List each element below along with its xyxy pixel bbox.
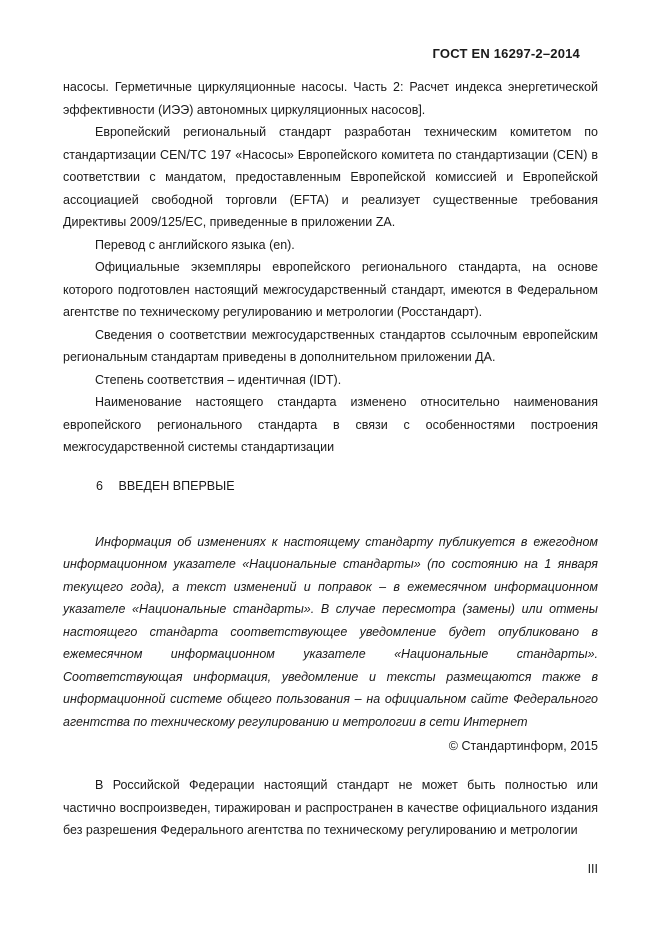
- paragraph-name-change: Наименование настоящего стандарта изменено относительно наименования европейского регионального стандарта в связи с особенностями построения межгосударственной системы стандартизации: [63, 395, 598, 454]
- document-body: [63, 76, 598, 842]
- standard-designation: ГОСТ EN 16297-2–2014: [432, 46, 580, 61]
- changes-info-notice: Информация об изменениях к настоящему стандарту публикуется в ежегодном информационном указателе «Национальные стандарты» (по состоянию на 1 января текущего года), а текст изменений и поправок – в ежемесячном информационном указателе «Национальные стандарты». В случае пересмотра (замены) или отмены настоящего стандарта соответствующее уведомление будет опубликовано в ежемесячном информационном указателе «Национальные стандарты». Соответствующая информация, уведомление и тексты размещаются также в информационной системе общего пользования – на официальном сайте Федерального агентства по техническому регулированию и метрологии в сети Интернет: [63, 534, 598, 729]
- paragraph-official-copies: Официальные экземпляры европейского регионального стандарта, на основе которого подготовлен настоящий межгосударственный стандарт, имеются в Федеральном агентстве по техническому регулированию и метрологии (Росстандарт).: [63, 260, 598, 319]
- paragraph-translation: Перевод с английского языка (en).: [95, 237, 295, 252]
- item-number: 6: [96, 478, 103, 493]
- paragraph-conformity: Степень соответствия – идентичная (IDT).: [95, 372, 342, 387]
- reproduction-notice: В Российской Федерации настоящий стандарт не может быть полностью или частично воспроизведен, тиражирован и распространен в качестве официального издания без разрешения Федерального агентства по техническому регулированию и метрологии: [63, 778, 598, 837]
- paragraph-title-continuation: насосы. Герметичные циркуляционные насосы. Часть 2: Расчет индекса энергетической эффективности (ИЭЭ) автономных циркуляционных насосов].: [63, 80, 598, 117]
- item-introduced: [96, 475, 598, 497]
- paragraph-references: Сведения о соответствии межгосударственных стандартов ссылочным европейским региональным стандартам приведены в дополнительном приложении ДА.: [63, 327, 598, 364]
- item-text: ВВЕДЕН ВПЕРВЫЕ: [118, 478, 235, 493]
- paragraph-development: Европейский региональный стандарт разработан техническим комитетом по стандартизации CEN/TC 197 «Насосы» Европейского комитета по стандартизации (CEN) в соответствии с мандатом, предоставленным Европейской комиссией и Европейской ассоциацией свободной торговли (EFTA) и реализует существенные требования Директивы 2009/125/ЕС, приведенные в приложении ZA.: [63, 125, 598, 229]
- page-number: III: [587, 862, 598, 876]
- copyright-line: © Стандартинформ, 2015: [448, 739, 598, 753]
